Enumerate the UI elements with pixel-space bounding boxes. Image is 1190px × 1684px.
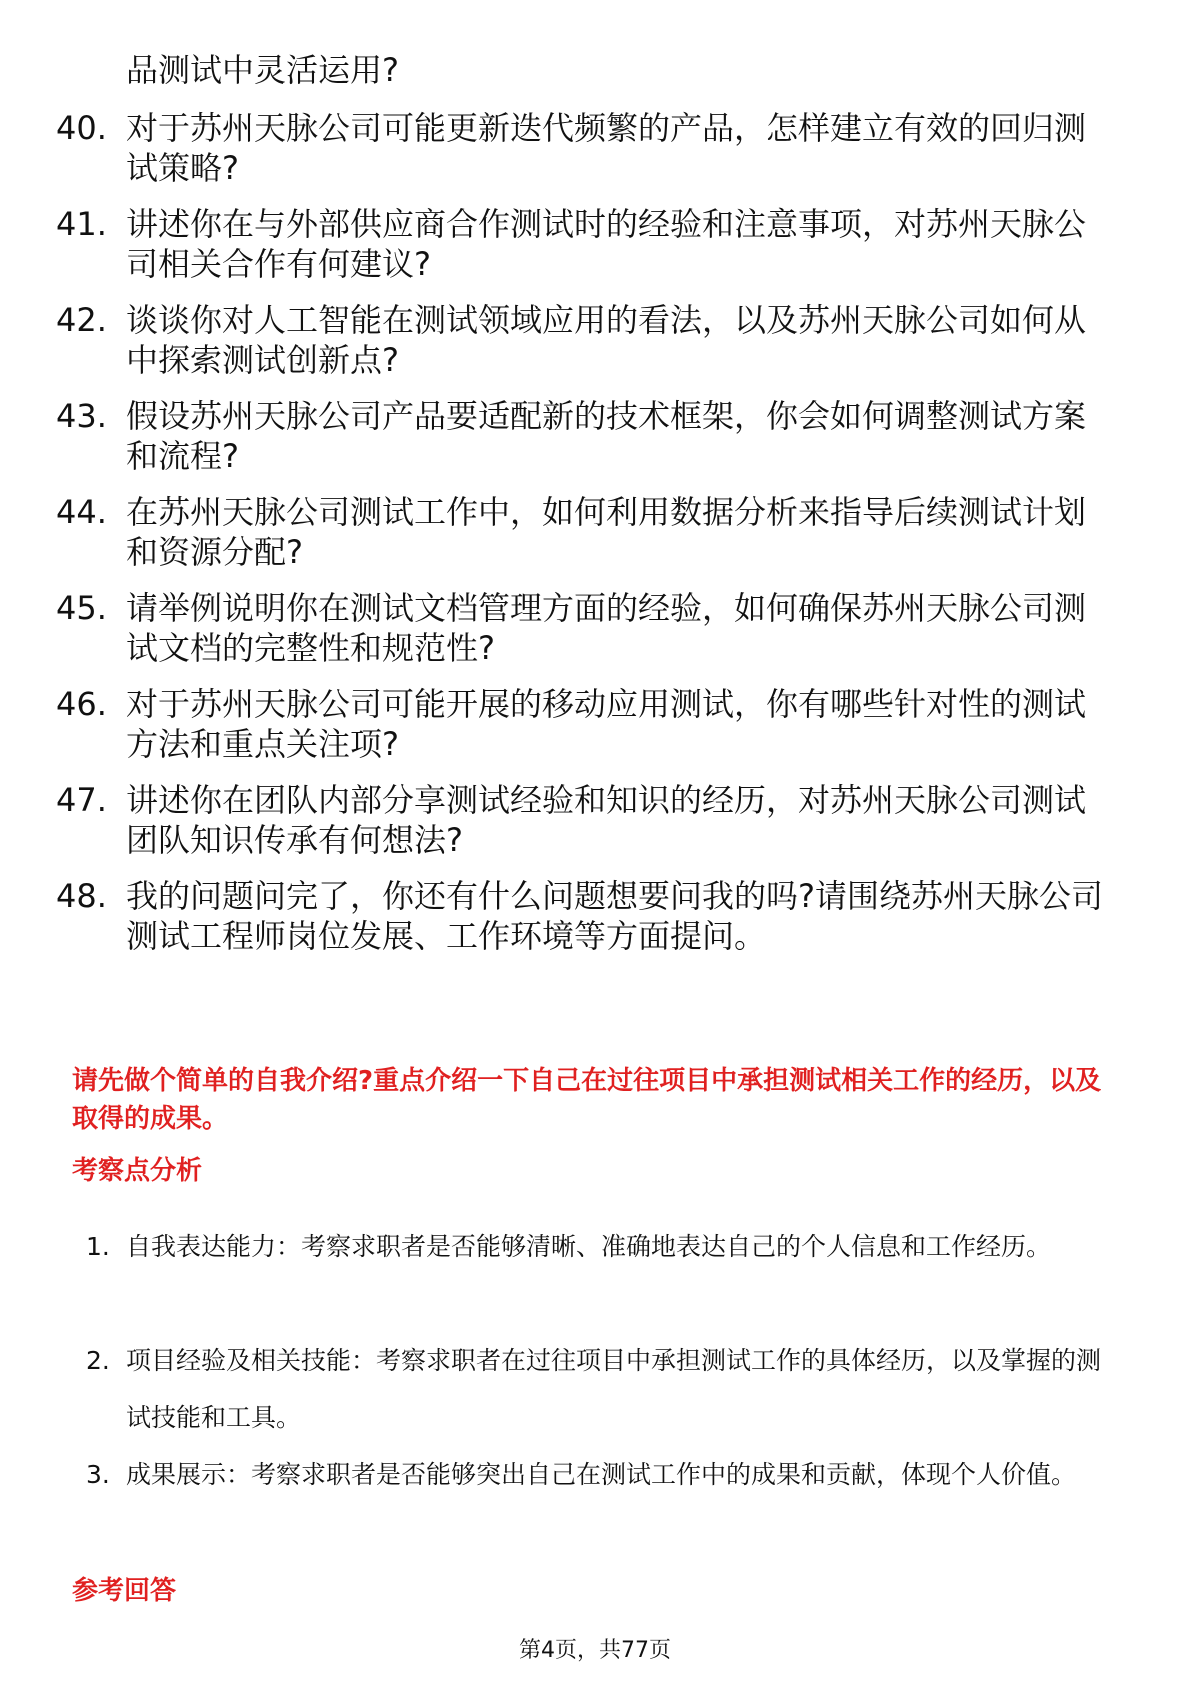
analysis-number: 2. [86,1346,110,1375]
page-number: 第4页，共77页 [519,1638,671,1663]
analysis-number: 1. [86,1232,110,1261]
analysis-text: 项目经验及相关技能：考察求职者在过往项目中承担测试工作的具体经历，以及掌握的测试技能和工具。 [126,1346,1102,1432]
intro-question: 请先做个简单的自我介绍?重点介绍一下自己在过往项目中承担测试相关工作的经历，以及取得的成果。 [72,1066,1102,1134]
question-text: 假设苏州天脉公司产品要适配新的技术框架，你会如何调整测试方案和流程? [126,397,1087,475]
analysis-heading: 考察点分析 [72,1156,203,1186]
analysis-text: 自我表达能力：考察求职者是否能够清晰、准确地表达自己的个人信息和工作经历。 [126,1232,1052,1261]
analysis-number: 3. [86,1460,110,1489]
question-text: 在苏州天脉公司测试工作中，如何利用数据分析来指导后续测试计划和资源分配? [126,493,1087,571]
question-44 [56,492,1116,572]
question-number: 41. [56,205,107,243]
continuation-line: 品测试中灵活运用? [126,51,399,89]
analysis-item-1 [86,1218,1116,1275]
analysis-item-3 [86,1446,1116,1503]
question-number: 44. [56,493,107,531]
question-41 [56,204,1116,284]
question-text: 我的问题问完了，你还有什么问题想要问我的吗?请围绕苏州天脉公司测试工程师岗位发展、工作环境等方面提问。 [126,877,1103,955]
question-40 [56,108,1116,188]
question-43 [56,396,1116,476]
question-text: 对于苏州天脉公司可能开展的移动应用测试，你有哪些针对性的测试方法和重点关注项? [126,685,1087,763]
question-48 [56,876,1116,956]
question-47 [56,780,1116,860]
question-46 [56,684,1116,764]
question-number: 46. [56,685,107,723]
analysis-text: 成果展示：考察求职者是否能够突出自己在测试工作中的成果和贡献，体现个人价值。 [126,1460,1077,1489]
question-number: 45. [56,589,107,627]
question-number: 40. [56,109,107,147]
question-number: 42. [56,301,107,339]
question-text: 讲述你在与外部供应商合作测试时的经验和注意事项，对苏州天脉公司相关合作有何建议? [126,205,1087,283]
question-number: 48. [56,877,107,915]
answer-heading: 参考回答 [72,1576,177,1606]
question-45 [56,588,1116,668]
question-text: 对于苏州天脉公司可能更新迭代频繁的产品，怎样建立有效的回归测试策略? [126,109,1087,187]
question-number: 43. [56,397,107,435]
question-text: 谈谈你对人工智能在测试领域应用的看法，以及苏州天脉公司如何从中探索测试创新点? [126,301,1087,379]
analysis-item-2 [86,1332,1116,1446]
question-42 [56,300,1116,380]
question-text: 请举例说明你在测试文档管理方面的经验，如何确保苏州天脉公司测试文档的完整性和规范性? [126,589,1087,667]
question-number: 47. [56,781,107,819]
question-text: 讲述你在团队内部分享测试经验和知识的经历，对苏州天脉公司测试团队知识传承有何想法? [126,781,1087,859]
